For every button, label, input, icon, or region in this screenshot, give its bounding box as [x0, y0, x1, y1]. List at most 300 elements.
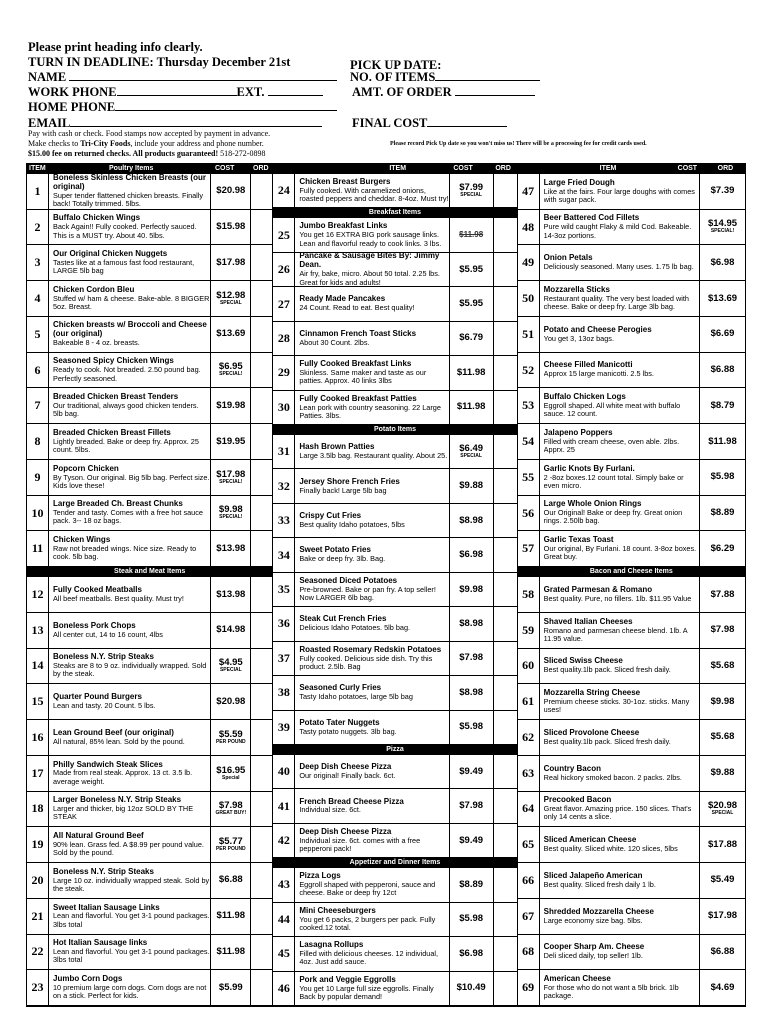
order-quantity-box[interactable]: [493, 356, 517, 389]
item-name: Chicken breasts w/ Broccoli and Cheese (our original): [53, 320, 207, 339]
section-band: Steak and Meat Items: [27, 567, 272, 577]
order-quantity-box[interactable]: [493, 435, 517, 468]
item-name: Breaded Chicken Breast Fillets: [53, 427, 171, 437]
item-number: 51: [518, 317, 540, 352]
product-row: [27, 899, 272, 935]
order-quantity-box[interactable]: [250, 970, 272, 1005]
order-quantity-box[interactable]: [250, 496, 272, 531]
item-name: Country Bacon: [543, 763, 601, 773]
price-value: $12.98: [216, 289, 246, 301]
checks-note: Make checks to Tri-City Foods, include your address and phone number.: [28, 139, 264, 148]
item-number: 10: [27, 496, 49, 531]
order-quantity-box[interactable]: [493, 676, 517, 709]
item-price: [449, 972, 493, 1005]
price-value: $15.98: [216, 221, 246, 233]
item-number: 69: [518, 970, 540, 1005]
item-description: [53, 792, 210, 827]
item-description: [299, 469, 448, 502]
item-details: For those who do not want a 5lb brick. 1lb package.: [543, 982, 679, 1001]
item-description: [299, 903, 448, 936]
item-description: [53, 577, 210, 612]
price-value: $5.98: [459, 721, 484, 733]
item-description: [299, 538, 448, 571]
item-description: [544, 756, 699, 791]
item-name: Buffalo Chicken Logs: [543, 392, 626, 402]
pickup-date-label: PICK UP DATE:: [350, 58, 442, 72]
order-quantity-box[interactable]: [250, 684, 272, 719]
column-breakfast-potato-pizza: [273, 164, 517, 1006]
product-row: [273, 504, 516, 538]
payment-note: Pay with cash or check. Food stamps now accepted by payment in advance.: [28, 129, 271, 138]
item-price: [210, 935, 250, 970]
item-details: Back Again!! Fully cooked. Perfectly sauced. This is a MUST try. About 40. 5lbs.: [53, 222, 197, 240]
product-row: [518, 792, 745, 828]
item-name: Precooked Bacon: [543, 795, 612, 805]
item-description: [299, 824, 448, 857]
item-name: Boneless Pork Chops: [53, 620, 136, 630]
price-value: $11.98: [216, 910, 246, 922]
item-description: [544, 460, 699, 495]
order-quantity-box[interactable]: [250, 388, 272, 423]
order-quantity-box[interactable]: [493, 287, 517, 320]
item-name: Cinnamon French Toast Sticks: [299, 328, 417, 338]
item-description: [544, 792, 699, 827]
item-price: [699, 970, 745, 1005]
product-row: [518, 245, 745, 281]
home-phone-field[interactable]: [28, 100, 337, 115]
item-number: 7: [27, 388, 49, 423]
price-value: $5.68: [710, 659, 735, 671]
order-quantity-box[interactable]: [250, 649, 272, 684]
item-description: [544, 245, 699, 280]
item-number: 30: [273, 391, 295, 424]
price-value: $6.29: [710, 542, 735, 554]
item-name: Garlic Texas Toast: [543, 535, 614, 545]
item-price: [699, 424, 745, 459]
item-details: Premium cheese sticks. 30-1oz. sticks. Many uses!: [543, 697, 690, 715]
item-price: [210, 210, 250, 245]
item-number: 58: [518, 577, 540, 612]
ext-line[interactable]: [268, 85, 323, 96]
price-value: $19.98: [216, 399, 246, 411]
item-number: 52: [518, 353, 540, 388]
price-value: $6.88: [710, 945, 735, 957]
order-quantity-box[interactable]: [493, 607, 517, 640]
column-header: [27, 164, 272, 174]
item-price: [210, 970, 250, 1005]
home-phone-line[interactable]: [115, 100, 337, 111]
item-details: Stuffed w/ ham & cheese. Bake-able. 8 BIGGER 5oz. Breast.: [53, 293, 210, 312]
item-details: Like at the fairs. Four large doughs with comes with sugar pack.: [543, 186, 695, 204]
product-row: [518, 863, 745, 899]
item-name: Garlic Knots By Furlani.: [543, 463, 635, 473]
item-details: Best quality.1lb pack. Sliced fresh daily.: [543, 736, 671, 746]
item-details: You get 10 Large full size eggrolls. Finally Back by popular demand!: [299, 983, 434, 1001]
product-row: [273, 435, 516, 469]
name-field[interactable]: [28, 70, 337, 85]
item-price: [699, 863, 745, 898]
item-price: [449, 174, 493, 207]
work-phone-field[interactable]: [28, 85, 323, 100]
order-quantity-box[interactable]: [250, 792, 272, 827]
item-price: [210, 281, 250, 316]
product-row: [273, 824, 516, 858]
final-cost-label: FINAL COST: [352, 116, 428, 130]
item-price: [210, 684, 250, 719]
item-details: All beef meatballs. Best quality. Must try!: [53, 593, 184, 603]
item-name: Mozzarella String Cheese: [543, 688, 641, 698]
price-value: $8.98: [459, 617, 484, 629]
item-description: [53, 531, 210, 566]
item-number: 43: [273, 868, 295, 901]
order-quantity-box[interactable]: [250, 863, 272, 898]
product-row: [518, 577, 745, 613]
item-description: [544, 684, 699, 719]
item-number: 50: [518, 281, 540, 316]
item-details: Restaurant quality. The very best loaded with cheese. Bake or deep fry. Large 3lb bag.: [543, 293, 689, 312]
order-quantity-box[interactable]: [250, 577, 272, 612]
price-value: $19.95: [216, 435, 246, 447]
item-name: Seasoned Curly Fries: [299, 683, 382, 693]
item-price: [449, 755, 493, 788]
product-row: [27, 827, 272, 863]
item-description: [53, 424, 210, 459]
item-name: Large Fried Dough: [543, 177, 615, 187]
item-name: Pork and Veggie Eggrolls: [299, 974, 396, 984]
order-quantity-box[interactable]: [250, 935, 272, 970]
product-row: [27, 460, 272, 496]
product-row: [27, 935, 272, 971]
order-quantity-box[interactable]: [493, 789, 517, 822]
item-price: [210, 388, 250, 423]
item-description: [53, 649, 210, 684]
order-quantity-box[interactable]: [250, 353, 272, 388]
order-quantity-box[interactable]: [493, 504, 517, 537]
item-description: [299, 435, 448, 468]
product-row: [518, 174, 745, 210]
item-number: 27: [273, 287, 295, 320]
item-name: Jumbo Breakfast Links: [299, 221, 388, 231]
item-details: You get 3, 13oz bags.: [543, 333, 614, 343]
item-number: 17: [27, 756, 49, 791]
price-value: $20.98: [216, 185, 246, 197]
item-price: [210, 496, 250, 531]
price-note: SPECIAL: [219, 667, 242, 674]
item-price: [210, 577, 250, 612]
order-quantity-box[interactable]: [250, 531, 272, 566]
product-row: [273, 676, 516, 710]
email-label: EMAIL: [28, 116, 71, 130]
item-name: Buffalo Chicken Wings: [53, 213, 141, 223]
item-description: [299, 972, 448, 1005]
item-price: [210, 899, 250, 934]
name-label: NAME: [28, 70, 67, 84]
item-details: Tender and tasty. Comes with a free hot sauce pack. 3-- 18 oz bags.: [53, 508, 203, 526]
item-number: 37: [273, 642, 295, 675]
product-row: [518, 353, 745, 389]
section-band: Bacon and Cheese Items: [518, 567, 745, 577]
price-value: $4.69: [710, 981, 735, 993]
item-details: Air fry, bake, micro. About 50 total. 2.25 lbs. Great for kids and adults!: [299, 269, 440, 287]
item-name: Sliced Swiss Cheese: [543, 656, 623, 666]
item-number: 24: [273, 174, 295, 207]
item-name: Deep Dish Cheese Pizza: [299, 762, 392, 772]
product-row: [27, 756, 272, 792]
item-name: Lasagna Rollups: [299, 940, 364, 950]
item-price: [210, 827, 250, 862]
item-details: Large 3.5lb bag. Restaurant quality. About 25.: [299, 451, 448, 461]
order-quantity-box[interactable]: [493, 903, 517, 936]
order-quantity-box[interactable]: [250, 245, 272, 280]
item-price: [699, 281, 745, 316]
item-number: 28: [273, 322, 295, 355]
item-description: [299, 356, 448, 389]
order-quantity-box[interactable]: [493, 253, 517, 286]
order-quantity-box[interactable]: [250, 899, 272, 934]
order-quantity-box[interactable]: [250, 720, 272, 755]
item-number: 11: [27, 531, 49, 566]
item-details: All natural, 85% lean. Sold by the pound.: [53, 736, 185, 746]
amount-line[interactable]: [455, 85, 535, 96]
amount-label: AMT. OF ORDER: [352, 85, 452, 99]
item-price: [210, 317, 250, 352]
item-name: Pizza Logs: [299, 871, 341, 881]
price-value: $16.95: [216, 764, 246, 776]
product-row: [27, 353, 272, 389]
item-number: 23: [27, 970, 49, 1005]
item-price: [449, 356, 493, 389]
item-description: [53, 174, 210, 209]
order-quantity-box[interactable]: [250, 174, 272, 209]
price-value: $9.49: [459, 834, 484, 846]
order-quantity-box[interactable]: [250, 317, 272, 352]
items-count-label: NO. OF ITEMS: [350, 70, 436, 84]
item-number: 6: [27, 353, 49, 388]
order-quantity-box[interactable]: [493, 469, 517, 502]
item-description: [544, 531, 699, 566]
guarantee-note: $15.00 fee on returned checks. All products guaranteed! 518-272-0898: [28, 149, 266, 158]
order-quantity-box[interactable]: [250, 827, 272, 862]
item-number: 9: [27, 460, 49, 495]
item-details: 24 Count. Read to eat. Best quality!: [299, 303, 415, 313]
item-details: Our original! Finally back. 6ct.: [299, 771, 396, 781]
product-row: [518, 649, 745, 685]
item-price: [449, 218, 493, 251]
item-details: Filled with cream cheese, oven able. 2lbs. Apprx. 25: [543, 436, 680, 455]
item-number: 45: [273, 937, 295, 970]
product-row: [273, 322, 516, 356]
item-number: 39: [273, 711, 295, 744]
product-row: [518, 720, 745, 756]
item-price: [449, 287, 493, 320]
order-quantity-box[interactable]: [493, 711, 517, 744]
order-quantity-box[interactable]: [493, 755, 517, 788]
item-number: 3: [27, 245, 49, 280]
item-price: [699, 388, 745, 423]
item-price: [210, 245, 250, 280]
final-cost-line[interactable]: [427, 116, 507, 127]
product-row: [27, 281, 272, 317]
price-value: $13.98: [216, 542, 246, 554]
product-row: [518, 613, 745, 649]
item-details: Pure wild caught Flaky & mild Cod. Bakeable. 14-3oz portions.: [543, 222, 692, 240]
item-details: Best quality.1lb pack. Sliced fresh daily.: [543, 665, 671, 675]
item-description: [544, 281, 699, 316]
price-value: $6.69: [710, 328, 735, 340]
item-number: 54: [518, 424, 540, 459]
order-quantity-box[interactable]: [493, 972, 517, 1005]
item-description: [53, 720, 210, 755]
item-details: Super tender flattened chicken breasts. Finally back! Totally trimmed. 5lbs.: [53, 191, 204, 209]
item-description: [299, 287, 448, 320]
product-row: [27, 613, 272, 649]
item-name: Fully Cooked Breakfast Links: [299, 359, 412, 369]
item-details: Best quality. Pure, no fillers. 1lb. $11.95 Value: [543, 593, 692, 603]
item-price: [699, 353, 745, 388]
item-details: Ready to cook. Not breaded. 2.50 pound bag. Perfectly seasoned.: [53, 365, 201, 383]
item-price: [699, 531, 745, 566]
item-details: Eggroll shaped with pepperoni, sauce and cheese. Bake or deep fry 12ct: [299, 880, 436, 898]
item-description: [299, 573, 448, 606]
item-price: [210, 720, 250, 755]
order-quantity-box[interactable]: [250, 281, 272, 316]
items-count-field[interactable]: [350, 70, 540, 85]
product-row: [273, 789, 516, 823]
item-description: [53, 756, 210, 791]
item-number: 33: [273, 504, 295, 537]
item-price: [449, 504, 493, 537]
item-number: 42: [273, 824, 295, 857]
item-details: Tasty Idaho potatoes, large 5lb bag: [299, 692, 413, 702]
item-description: [53, 899, 210, 934]
item-details: You get 16 EXTRA BIG pork sausage links. Lean and flavorful ready to cook links. 3 lbs.: [299, 230, 442, 248]
item-description: [53, 970, 210, 1005]
item-details: Large economy size bag. 5lbs.: [543, 915, 643, 925]
order-quantity-box[interactable]: [493, 642, 517, 675]
order-quantity-box[interactable]: [493, 937, 517, 970]
item-price: [449, 711, 493, 744]
item-number: 66: [518, 863, 540, 898]
product-row: [273, 253, 516, 287]
item-number: 15: [27, 684, 49, 719]
item-price: [699, 899, 745, 934]
item-number: 62: [518, 720, 540, 755]
price-value: $14.95: [707, 218, 738, 230]
item-description: [544, 388, 699, 423]
product-row: [518, 899, 745, 935]
price-value: $5.95: [459, 263, 484, 275]
order-quantity-box[interactable]: [493, 322, 517, 355]
order-quantity-box[interactable]: [493, 391, 517, 424]
item-number: 8: [27, 424, 49, 459]
order-quantity-box[interactable]: [250, 756, 272, 791]
item-number: 1: [27, 174, 49, 209]
order-quantity-box[interactable]: [493, 218, 517, 251]
price-value: $11.98: [459, 229, 484, 239]
price-value: $5.49: [710, 874, 735, 886]
item-description: [53, 388, 210, 423]
item-number: 68: [518, 935, 540, 970]
price-value: $6.49: [459, 443, 484, 455]
item-details: Lean pork with country seasoning. 22 Large Patties. 3lbs.: [299, 402, 441, 420]
column-header: [273, 164, 516, 174]
order-quantity-box[interactable]: [493, 824, 517, 857]
order-quantity-box[interactable]: [250, 210, 272, 245]
item-price: [699, 317, 745, 352]
item-price: [699, 756, 745, 791]
price-value: $9.88: [710, 767, 735, 779]
item-details: Eggroll shaped. All white meat with buffalo sauce. 12 count.: [543, 401, 681, 419]
item-details: 90% lean. Grass fed. A $8.99 per pound value. Sold by the pound.: [53, 839, 204, 858]
item-details: You get 6 packs, 2 burgers per pack. Fully cooked.12 total.: [299, 914, 436, 932]
price-value: $9.98: [710, 695, 735, 707]
item-name: Sweet Potato Fries: [299, 545, 371, 555]
item-description: [544, 496, 699, 531]
order-quantity-box[interactable]: [493, 868, 517, 901]
price-value: $11.98: [216, 945, 246, 957]
price-value: $7.39: [710, 185, 735, 197]
item-details: All center cut, 14 to 16 count, 4lbs: [53, 629, 163, 639]
amount-field[interactable]: [352, 85, 535, 100]
order-quantity-box[interactable]: [250, 460, 272, 495]
item-number: 13: [27, 613, 49, 648]
work-phone-line[interactable]: [117, 85, 237, 96]
item-description: [53, 353, 210, 388]
item-description: [53, 281, 210, 316]
item-details: Large 10 oz. individually wrapped steak. Sold by the steak.: [53, 875, 210, 893]
product-row: [27, 684, 272, 720]
item-name: Hot Italian Sausage links: [53, 938, 148, 948]
item-number: 63: [518, 756, 540, 791]
final-cost-field[interactable]: [352, 116, 507, 131]
item-details: Great flavor. Amazing price. 150 slices. That's only 14 cents a slice.: [543, 804, 692, 822]
order-quantity-box[interactable]: [250, 613, 272, 648]
order-quantity-box[interactable]: [250, 424, 272, 459]
item-name: Sliced Jalapeño American: [543, 870, 643, 880]
item-details: Individual size. 6ct.: [299, 805, 361, 815]
item-number: 32: [273, 469, 295, 502]
order-quantity-box[interactable]: [493, 174, 517, 207]
product-row: [27, 424, 272, 460]
item-description: [299, 607, 448, 640]
item-price: [210, 174, 250, 209]
order-quantity-box[interactable]: [493, 573, 517, 606]
item-name: Jersey Shore French Fries: [299, 476, 400, 486]
item-description: [53, 684, 210, 719]
email-line[interactable]: [70, 116, 322, 127]
item-number: 67: [518, 899, 540, 934]
item-description: [299, 218, 448, 251]
price-value: $5.77: [218, 836, 243, 848]
price-note: SPECIAL: [219, 299, 242, 306]
order-quantity-box[interactable]: [493, 538, 517, 571]
item-name: Beer Battered Cod Fillets: [543, 213, 640, 223]
item-description: [544, 863, 699, 898]
pickup-record-note: Please record Pick Up date so you won't miss us! There will be a processing fee for credit cards used.: [390, 141, 647, 147]
name-line[interactable]: [69, 70, 337, 81]
items-count-line[interactable]: [435, 70, 540, 81]
item-price: [449, 903, 493, 936]
item-description: [299, 676, 448, 709]
item-number: 16: [27, 720, 49, 755]
item-price: [210, 756, 250, 791]
section-band: Potato Items: [273, 425, 516, 435]
product-row: [27, 245, 272, 281]
item-number: 35: [273, 573, 295, 606]
price-value: $8.89: [459, 878, 484, 890]
price-value: $17.98: [216, 468, 246, 480]
item-details: Best quality Idaho potatoes, 5lbs: [299, 520, 405, 529]
